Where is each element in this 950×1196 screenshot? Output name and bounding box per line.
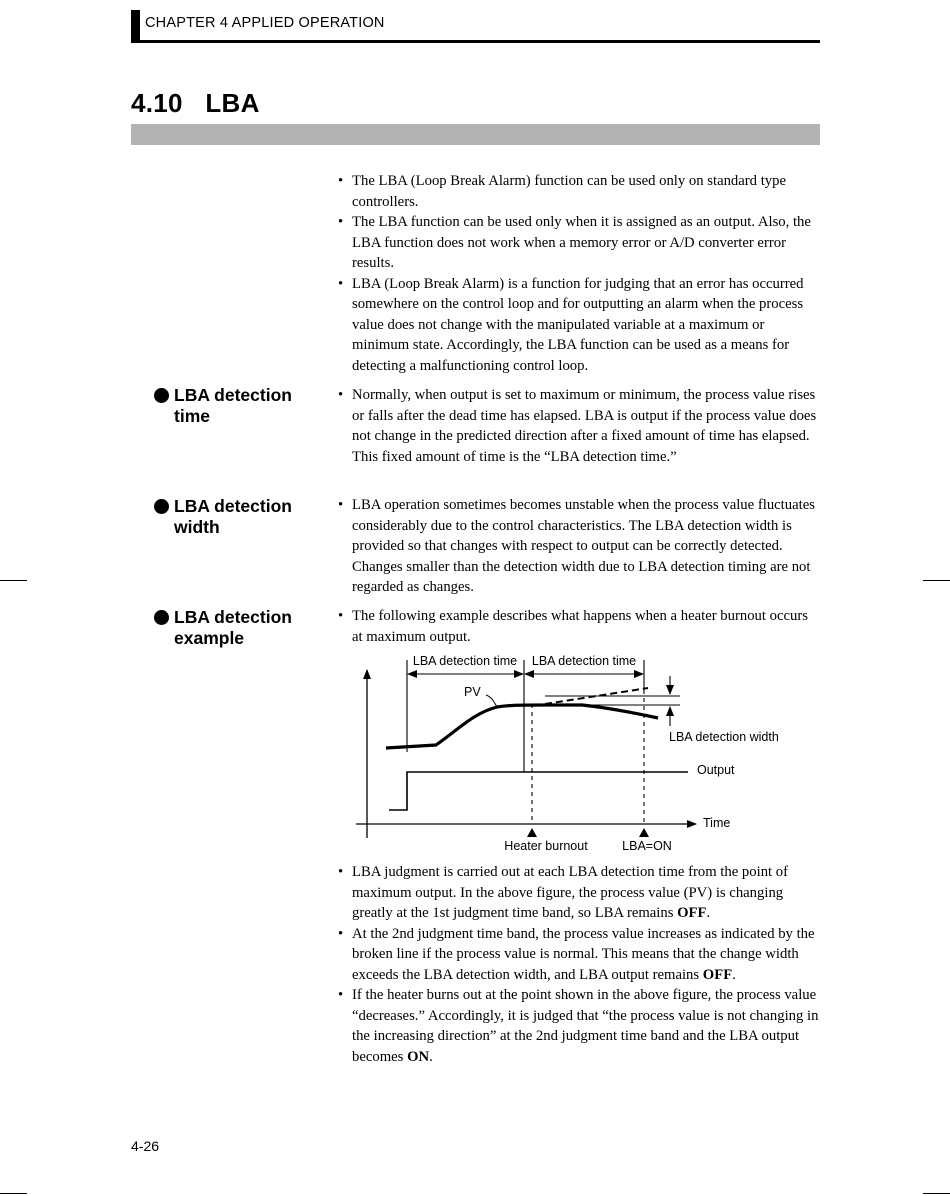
side-heading-line: LBA detection [174,607,292,627]
label-output: Output [697,763,735,777]
judgment-item [338,985,822,1067]
chapter-header: CHAPTER 4 APPLIED OPERATION [145,15,385,31]
judgment-state: OFF [677,905,707,921]
judgment-text: At the 2nd judgment time band, the process value increases as indicated by the broken line if the process value is normal. This means that the change width exceeds the LBA detection width, and LBA output remains [352,925,815,983]
label-time: Time [703,816,731,830]
side-heading-line: example [174,628,245,648]
label-detection-width: LBA detection width [669,730,779,744]
header-bar [131,10,140,42]
judgment-item [338,924,822,986]
side-heading-line: time [174,406,210,426]
detection-time-text [338,385,822,467]
judgment-text: LBA judgment is carried out at each LBA detection time from the point of maximum output. In the above figure, the process value (PV) is changing greatly at the 1st judgment time band, so LBA remains [352,864,789,921]
pv-curve [386,705,658,748]
judgment-state: ON [407,1048,430,1065]
intro-item: • The LBA (Loop Break Alarm) function can be used only on standard type controllers. [338,171,822,212]
section-item: • The following example describes what happens when a heater burnout occurs at maximum output. [338,606,822,647]
margin-tick [0,1193,27,1194]
bullet-dot [154,499,169,514]
lba-on-marker-icon [639,828,649,837]
lba-diagram [340,650,800,860]
judgment-item [338,862,822,924]
bullet-dot [154,388,169,403]
judgment-end: . [429,1048,433,1065]
section-item: • Normally, when output is set to maximum or minimum, the process value rises or falls after the dead time has elapsed. LBA is output if the process value does not change in the predicted direction after a fixed amount of time has elapsed. This fixed amount of time is the “LBA detection time.” [338,385,822,467]
judgment-list [338,862,822,1067]
section-item: • LBA operation sometimes becomes unstable when the process value fluctuates considerably due to the control characteristics. The LBA detection width is provided so that changes with respect to output can be correctly detected. Changes smaller than the detection width due to LBA detection timing are not regarded as changes. [338,495,822,598]
intro-item: • The LBA function can be used only when it is assigned as an output. Also, the LBA function does not work when a memory error or A/D converter error results. [338,212,822,274]
judgment-end: . [706,905,711,921]
label-heater-burnout: Heater burnout [504,839,588,853]
margin-tick [923,1193,950,1194]
header-rule [131,40,820,43]
output-line [389,772,688,810]
side-heading-line: LBA detection [174,385,292,405]
detection-example-text [338,606,822,647]
label-detection-time-1: LBA detection time [412,654,518,668]
label-detection-time-2: LBA detection time [531,654,637,668]
intro-list [338,171,822,376]
judgment-state: OFF [702,966,733,983]
intro-item: • LBA (Loop Break Alarm) is a function for judging that an error has occurred somewhere on the control loop and for outputting an alarm when the process value does not change with the manipulated variable at a maximum or minimum state. Accordingly, the LBA function can be used as a means for detecting a malfunctioning control loop. [338,274,822,377]
side-heading-line: width [174,517,220,537]
title-band [131,124,820,145]
judgment-text: If the heater burns out at the point shown in the above figure, the process value “decreases.” Accordingly, it is judged that “the process value is not changing in the increasing direction” at the 2nd judgment time band and the LBA output becomes [352,987,819,1065]
judgment-end: . [732,966,736,983]
label-pv: PV [464,685,481,699]
label-lba-on: LBA=ON [622,839,672,853]
section-title: 4.10 LBA [131,88,260,118]
side-heading-line: LBA detection [174,496,292,516]
detection-width-text [338,495,822,598]
burnout-marker-icon [527,828,537,837]
page-number: 4-26 [131,1138,160,1154]
margin-tick [923,580,950,581]
margin-tick [0,580,27,581]
bullet-dot [154,610,169,625]
pv-pointer [486,695,497,707]
